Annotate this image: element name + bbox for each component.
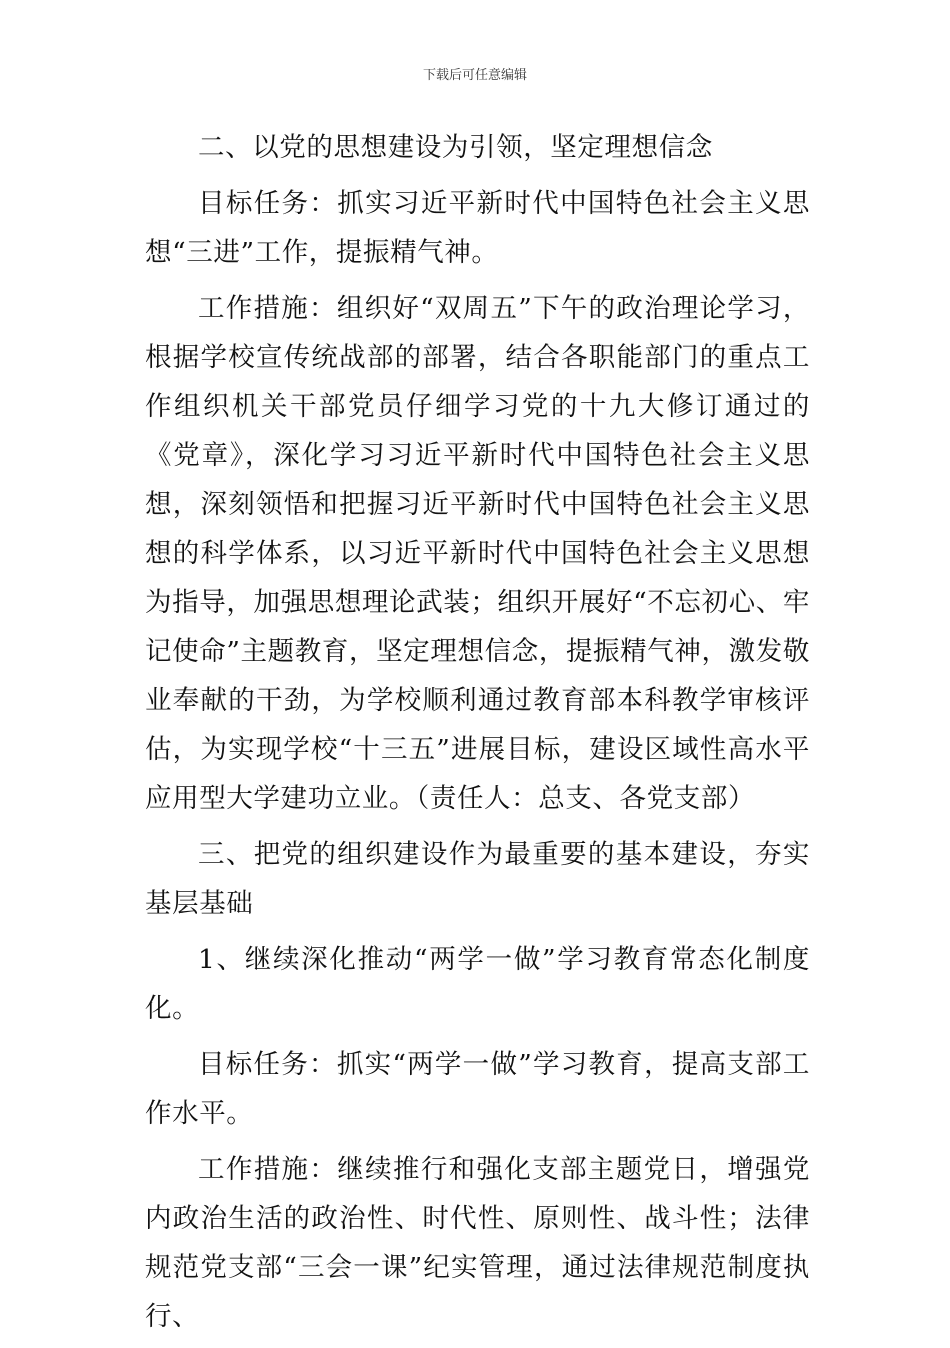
page-header: 下载后可任意编辑 [422,68,527,83]
paragraph-measures-1: 工作措施：组织好“双周五”下午的政治理论学习，根据学校宣传统战部的部署，结合各职能部门的重点工作组织机关干部党员仔细学习党的十九大修订通过的《党章》，深化学习习近平新时代中国特色社会主义思想，深刻领悟和把握习近平新时代中国特色社会主义思想的科学体系，以习近平新时代中国特色社会主义思想为指导，加强思想理论武装；组织开展好“不忘初心、牢记使命”主题教育，坚定理想信念，提振精气神，激发敬业奉献的干劲，为学校顺利通过教育部本科教学审核评估，为实现学校“十三五”进展目标，建设区域性高水平应用型大学建功立业。（责任人：总支、各党支部） [145,293,810,814]
paragraph-goal-2: 目标任务：抓实“两学一做”学习教育，提高支部工作水平。 [145,1049,810,1129]
paragraph-measures-2: 工作措施：继续推行和强化支部主题党日，增强党内政治生活的政治性、时代性、原则性、战斗性；法律规范党支部“三会一课”纪实管理，通过法律规范制度执行、 [145,1154,810,1332]
section-heading-3: 三、把党的组织建设作为最重要的基本建设，夯实基层基础 [145,839,810,919]
section-heading-2: 二、以党的思想建设为引领，坚定理想信念 [198,132,713,163]
document-body [145,123,810,1348]
paragraph-goal-1: 目标任务：抓实习近平新时代中国特色社会主义思想“三进”工作，提振精气神。 [145,188,810,268]
subsection-heading-1: 1、继续深化推动“两学一做”学习教育常态化制度化。 [145,944,810,1024]
